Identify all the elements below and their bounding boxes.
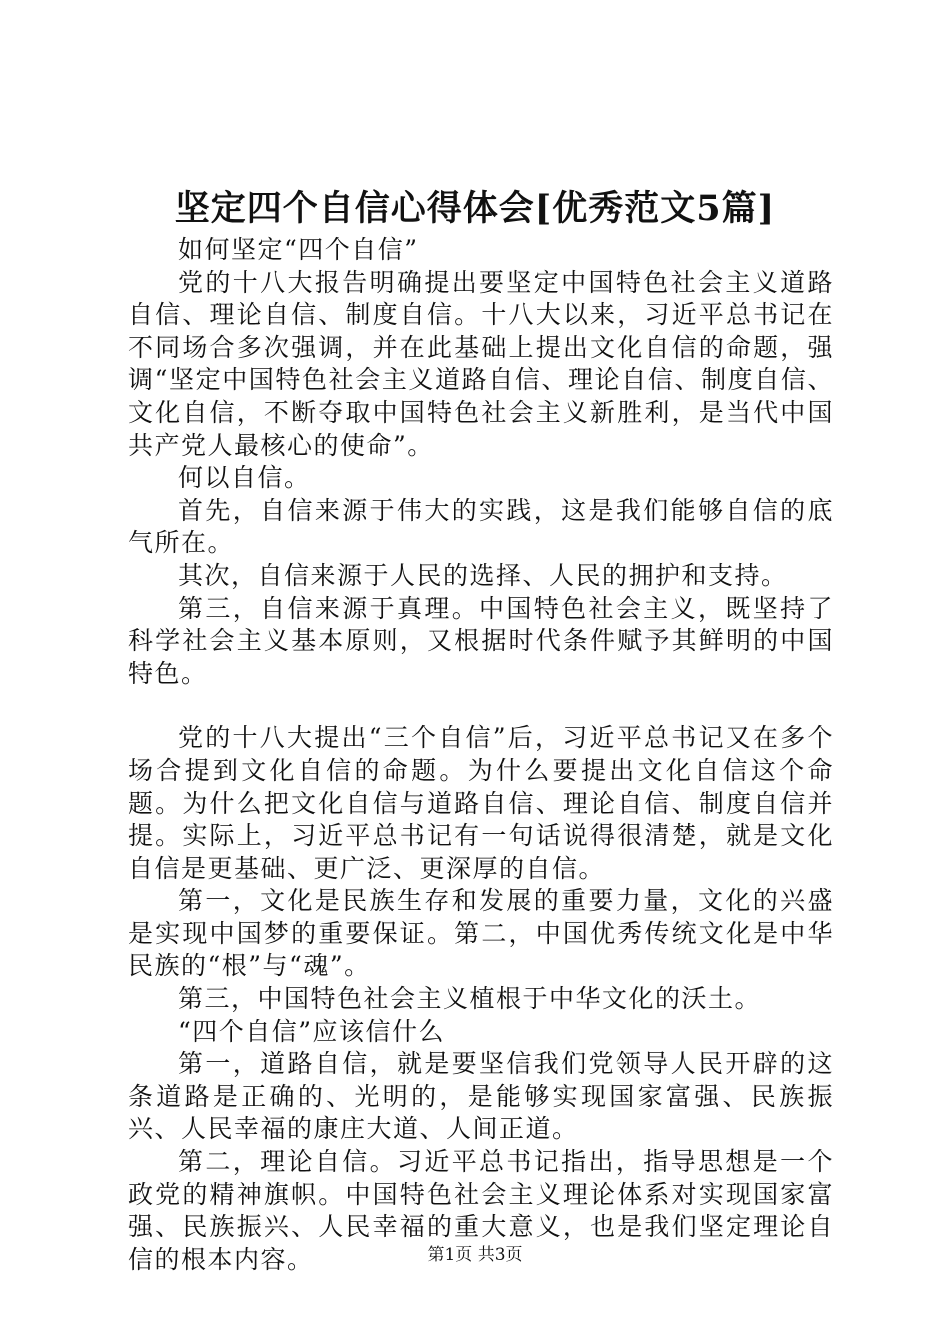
heading-why-confident: 何以自信。 bbox=[178, 463, 311, 493]
body-paragraph: 首先，自信来源于伟大的实践，这是我们能够自信的底气所在。 bbox=[128, 495, 834, 558]
body-paragraph: 第一，文化是民族生存和发展的重要力量，文化的兴盛是实现中国梦的重要保证。第二，中国优秀传统文化是中华民族的“根”与“魂”。 bbox=[128, 886, 834, 981]
body-paragraph: 党的十八大报告明确提出要坚定中国特色社会主义道路自信、理论自信、制度自信。十八大以来，习近平总书记在不同场合多次强调，并在此基础上提出文化自信的命题，强调“坚定中国特色社会主义道路自信、理论自信、制度自信、文化自信，不断夺取中国特色社会主义新胜利，是当代中国共产党人最核心的使命”。 bbox=[128, 267, 834, 460]
body-paragraph: 第二，理论自信。习近平总书记指出，指导思想是一个政党的精神旗帜。中国特色社会主义理论体系对实现国家富强、民族振兴、人民幸福的重大意义，也是我们坚定理论自信的根本内容。 bbox=[128, 1147, 834, 1274]
page-number-footer: 第1页 共3页 bbox=[427, 1245, 523, 1265]
document-body bbox=[128, 234, 834, 1276]
heading-how-to-be-confident: 如何坚定“四个自信” bbox=[178, 235, 419, 264]
body-paragraph: 其次，自信来源于人民的选择、人民的拥护和支持。 bbox=[178, 560, 788, 590]
heading-what-to-believe: “四个自信”应该信什么 bbox=[178, 1016, 446, 1046]
document-title: 坚定四个自信心得体会[优秀范文5篇] bbox=[174, 188, 776, 229]
body-paragraph: 第一，道路自信，就是要坚信我们党领导人民开辟的这条道路是正确的、光明的，是能够实现国家富强、民族振兴、人民幸福的康庄大道、人间正道。 bbox=[128, 1049, 834, 1144]
body-paragraph: 第三，自信来源于真理。中国特色社会主义，既坚持了科学社会主义基本原则，又根据时代条件赋予其鲜明的中国特色。 bbox=[128, 593, 834, 688]
body-paragraph: 第三，中国特色社会主义植根于中华文化的沃土。 bbox=[178, 984, 762, 1014]
body-paragraph: 党的十八大提出“三个自信”后，习近平总书记又在多个场合提到文化自信的命题。为什么要提出文化自信这个命题。为什么把文化自信与道路自信、理论自信、制度自信并提。实际上，习近平总书记有一句话说得很清楚，就是文化自信是更基础、更广泛、更深厚的自信。 bbox=[128, 723, 834, 883]
